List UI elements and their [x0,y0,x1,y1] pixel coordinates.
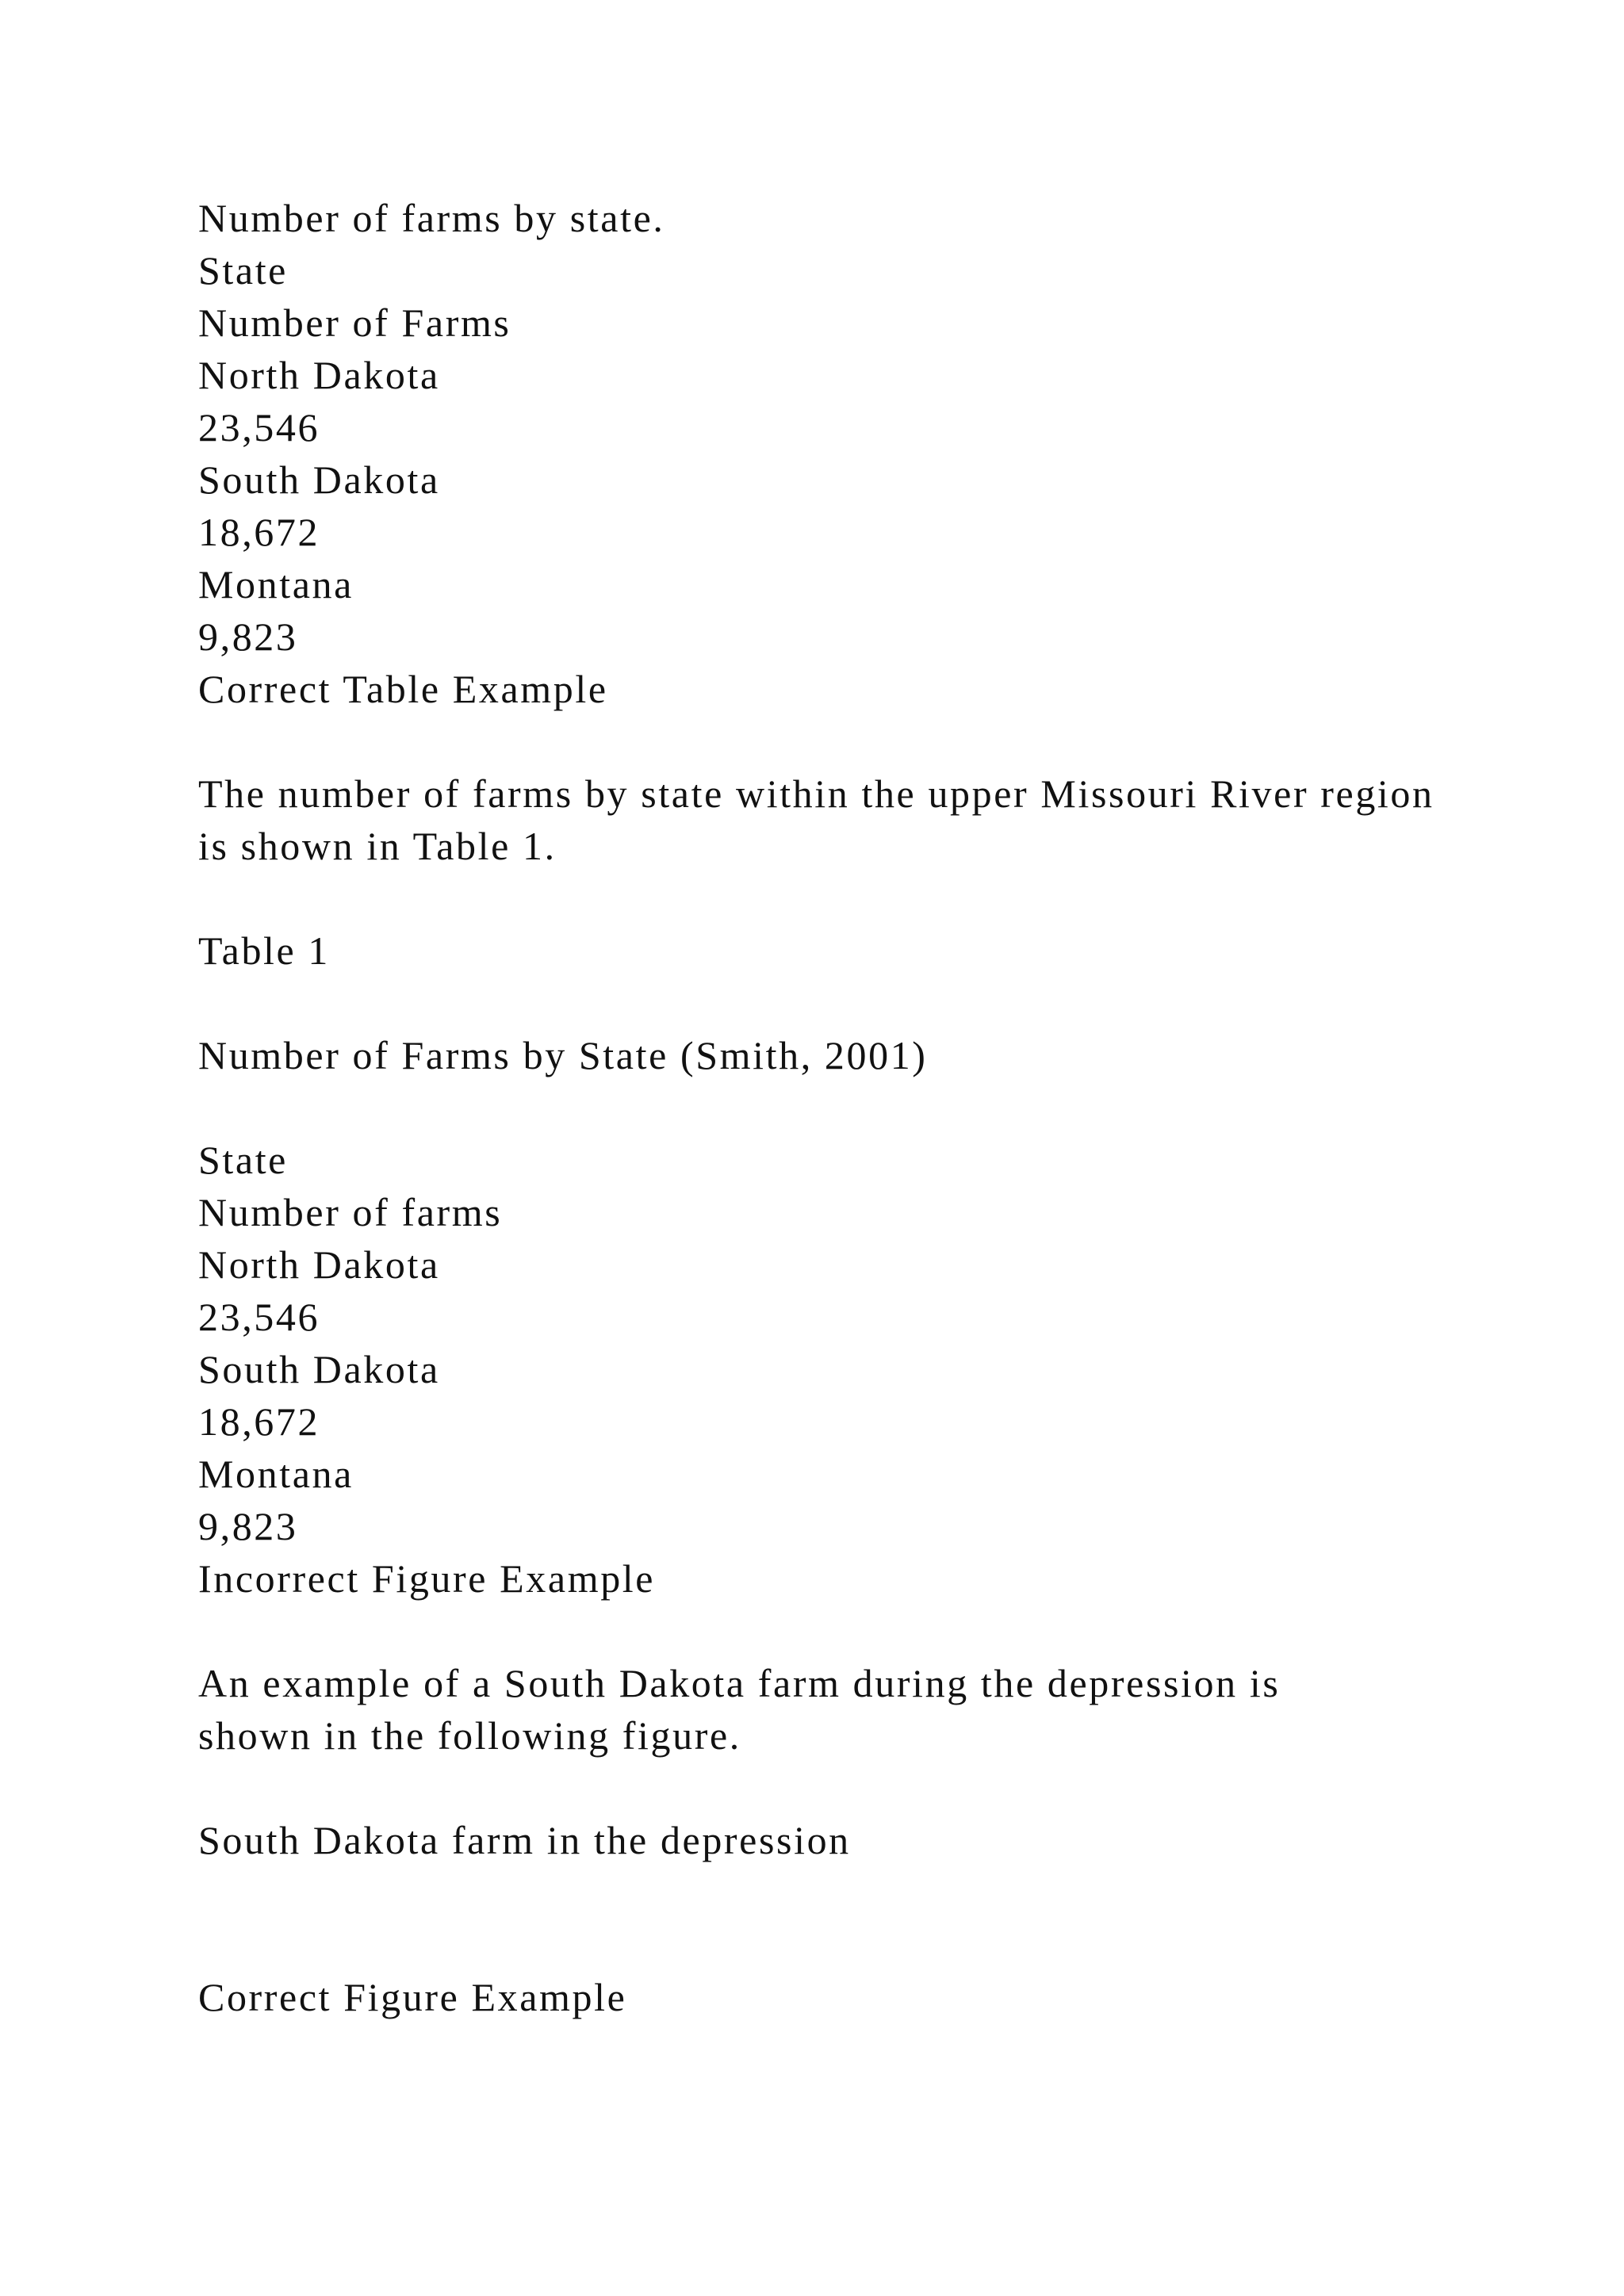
table-cell-count: 23,546 [198,1295,320,1339]
table-cell-state: North Dakota [198,1242,440,1287]
table-label: Table 1 [198,928,331,973]
incorrect-figure-intro-line-1: An example of a South Dakota farm during the depression is [198,1661,1281,1705]
incorrect-figure-heading: Incorrect Figure Example [198,1556,656,1601]
correct-table-header-state: State [198,1138,288,1182]
correct-figure-heading: Correct Figure Example [198,1975,627,2019]
figure-caption: South Dakota farm in the depression [198,1818,851,1862]
table-cell-count: 18,672 [198,510,320,554]
correct-table-heading: Correct Table Example [198,667,608,711]
table-title: Number of Farms by State (Smith, 2001) [198,1033,928,1077]
spacer [198,715,1435,767]
table-cell-count: 9,823 [198,614,298,659]
table-cell-count: 23,546 [198,405,320,450]
incorrect-table-header-state: State [198,248,288,293]
spacer [198,977,1435,1029]
table-cell-count: 9,823 [198,1504,298,1548]
table-cell-state: South Dakota [198,457,440,502]
document-body [198,192,1435,2023]
table-cell-state: Montana [198,1452,354,1496]
spacer [198,1762,1435,1814]
correct-table-header-farms: Number of farms [198,1190,503,1234]
table-cell-state: Montana [198,562,354,607]
table-cell-state: North Dakota [198,353,440,397]
figure-placeholder [198,1866,1435,1971]
spacer [198,1081,1435,1134]
table-cell-state: South Dakota [198,1347,440,1391]
incorrect-table-header-farms: Number of Farms [198,300,511,345]
correct-table-intro: The number of farms by state within the upper Missouri River region is shown in Table 1. [198,771,1434,868]
table-cell-count: 18,672 [198,1399,320,1444]
spacer [198,1605,1435,1657]
spacer [198,872,1435,924]
incorrect-figure-intro-line-2: shown in the following figure. [198,1713,741,1758]
incorrect-table-caption: Number of farms by state. [198,196,665,240]
